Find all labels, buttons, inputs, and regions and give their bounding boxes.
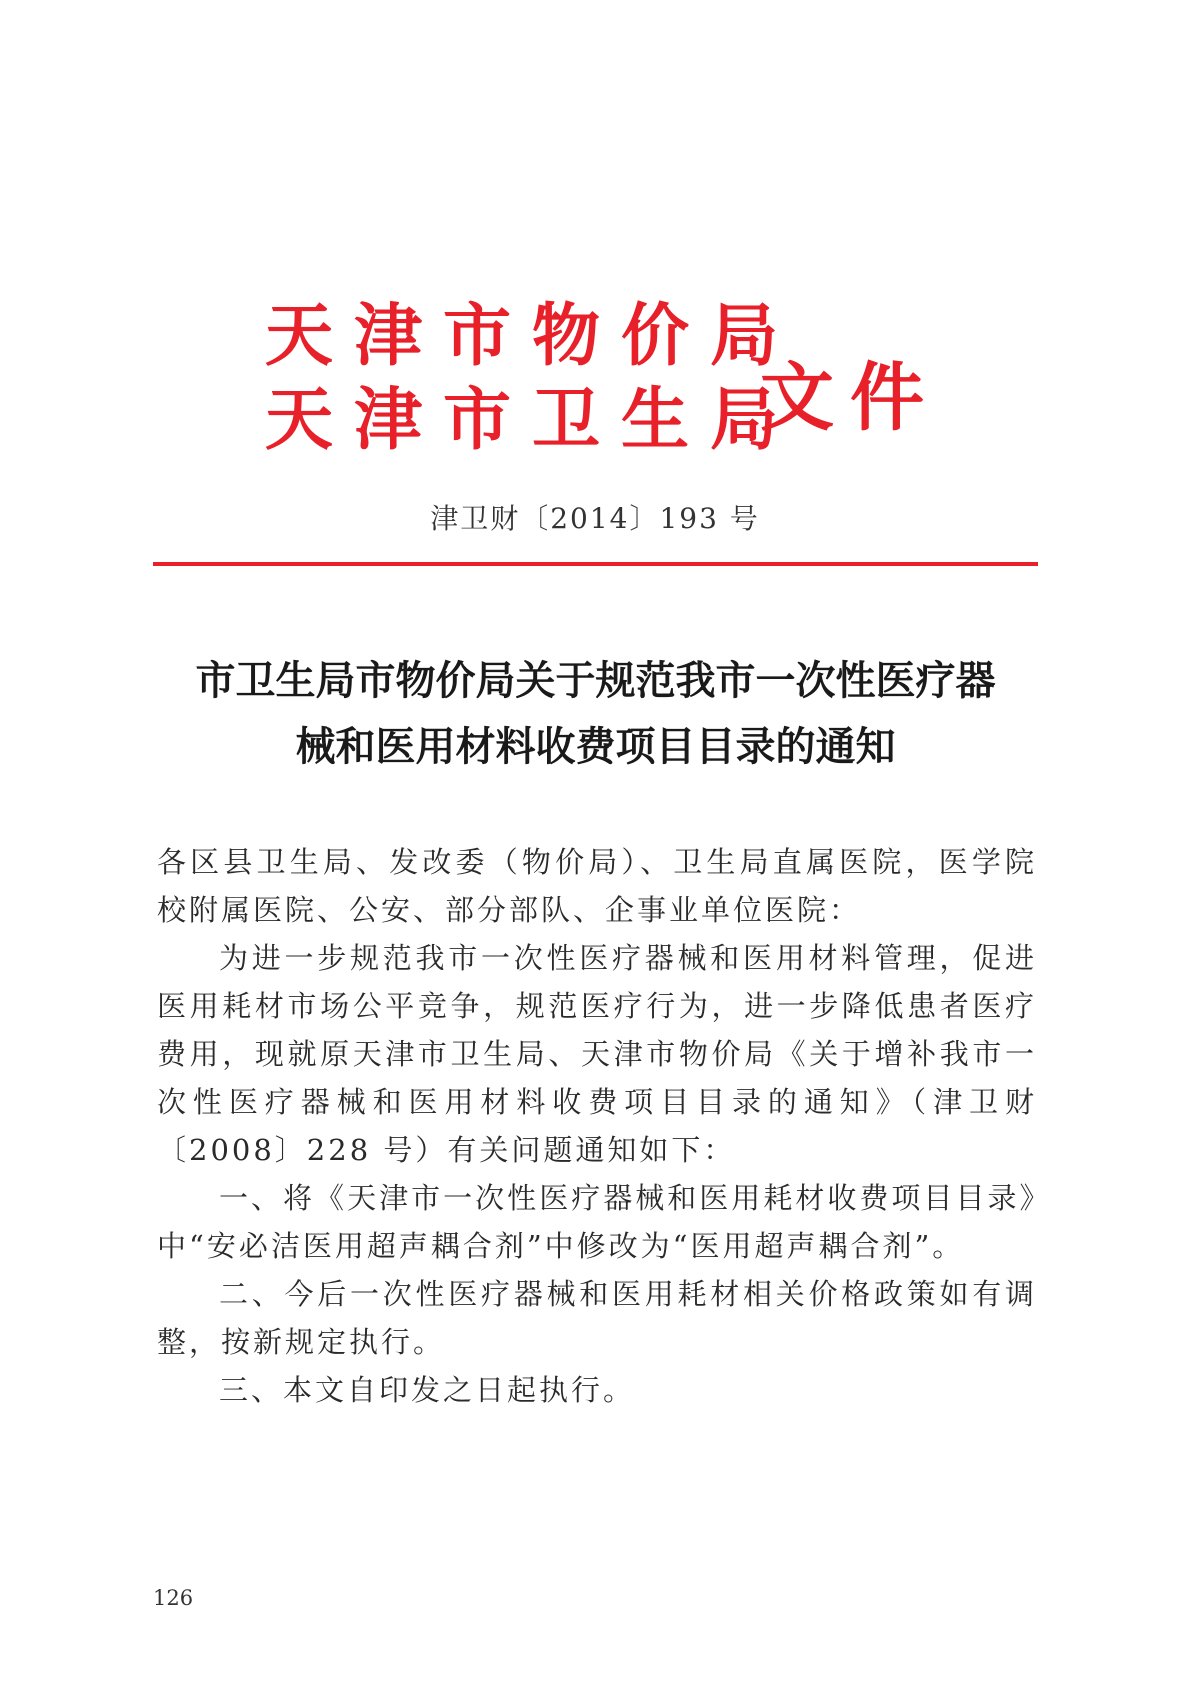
body-paragraph: 三、本文自印发之日起执行。 [219,1373,636,1407]
document-header [265,295,945,465]
title-line-1: 市卫生局市物价局关于规范我市一次性医疗器 [195,657,996,704]
title-line-2: 械和医用材料收费项目目录的通知 [295,723,896,770]
issuing-orgs [265,295,800,463]
page-title [153,648,1038,780]
body-paragraph: 二、今后一次性医疗器械和医用耗材相关价格政策如有调整，按新规定执行。 [157,1277,1037,1359]
document-type-label: 文件 [760,355,940,441]
page-number: 126 [153,1586,194,1610]
issuing-org-health-bureau: 天津市卫生局 [265,381,800,460]
document-number: 津卫财〔2014〕193 号 [430,502,760,535]
document-body [157,838,1037,1414]
addressee: 各区县卫生局、发改委（物价局）、卫生局直属医院，医学院校附属医院、公安、部分部队、企事业单位医院： [157,845,1037,927]
body-paragraph: 为进一步规范我市一次性医疗器械和医用材料管理，促进医用耗材市场公平竞争，规范医疗行为，进一步降低患者医疗费用，现就原天津市卫生局、天津市物价局《关于增补我市一次性医疗器械和医用材料收费项目目录的通知》（津卫财〔2008〕228 号）有关问题通知如下： [157,941,1037,1167]
header-divider [153,562,1038,566]
issuing-org-price-bureau: 天津市物价局 [265,297,800,376]
body-paragraph: 一、将《天津市一次性医疗器械和医用耗材收费项目目录》中“安必洁医用超声耦合剂”中修改为“医用超声耦合剂”。 [157,1181,1037,1263]
